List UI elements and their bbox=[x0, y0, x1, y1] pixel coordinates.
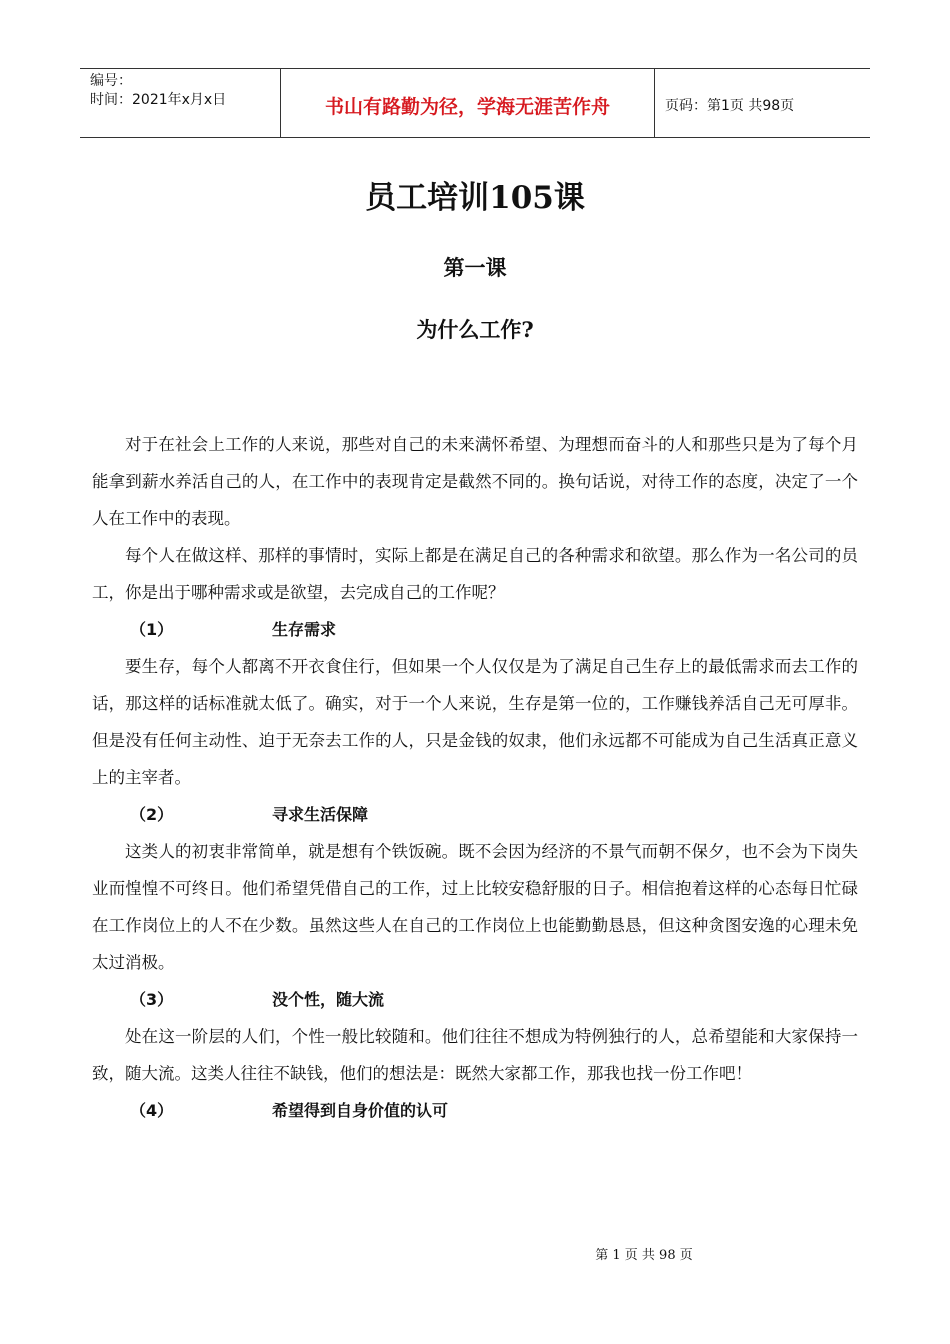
section-heading bbox=[92, 1092, 858, 1129]
section-paragraph: 这类人的初衷非常简单，就是想有个铁饭碗。既不会因为经济的不景气而朝不保夕，也不会为下岗失业而惶惶不可终日。他们希望凭借自己的工作，过上比较安稳舒服的日子。相信抱着这样的心态每日忙碌在工作岗位上的人不在少数。虽然这些人在自己的工作岗位上也能勤勤恳恳，但这种贪图安逸的心理未免太过消极。 bbox=[92, 842, 858, 972]
section-number: （3） bbox=[130, 990, 174, 1009]
section-heading bbox=[92, 796, 858, 833]
section-paragraph: 要生存，每个人都离不开衣食住行，但如果一个人仅仅是为了满足自己生存上的最低需求而去工作的话，那这样的话标准就太低了。确实，对于一个人来说，生存是第一位的，工作赚钱养活自己无可厚非。但是没有任何主动性、迫于无奈去工作的人，只是金钱的奴隶，他们永远都不可能成为自己生活真正意义上的主宰者。 bbox=[92, 657, 858, 787]
intro-paragraph-1: 对于在社会上工作的人来说，那些对自己的未来满怀希望、为理想而奋斗的人和那些只是为了每个月能拿到薪水养活自己的人，在工作中的表现肯定是截然不同的。换句话说，对待工作的态度，决定了一个人在工作中的表现。 bbox=[92, 435, 858, 528]
page-footer bbox=[0, 1244, 950, 1263]
date-label: 时间：2021年x月x日 bbox=[90, 92, 227, 108]
section-heading bbox=[92, 981, 858, 1018]
header-motto-cell bbox=[281, 69, 655, 137]
section-heading bbox=[92, 611, 858, 648]
section-number: （1） bbox=[130, 620, 174, 639]
header-page-cell bbox=[655, 69, 870, 137]
lesson-title: 第一课 bbox=[443, 255, 507, 280]
header-table bbox=[80, 68, 870, 138]
section-paragraph: 处在这一阶层的人们，个性一般比较随和。他们往往不想成为特例独行的人，总希望能和大家保持一致，随大流。这类人往往不缺钱，他们的想法是：既然大家都工作，那我也找一份工作吧！ bbox=[92, 1027, 858, 1083]
section-number: （2） bbox=[130, 805, 174, 824]
section-title: 希望得到自身价值的认可 bbox=[272, 1101, 449, 1120]
header-meta-cell bbox=[80, 69, 281, 137]
intro-paragraph-2: 每个人在做这样、那样的事情时，实际上都是在满足自己的各种需求和欲望。那么作为一名公司的员工，你是出于哪种需求或是欲望，去完成自己的工作呢？ bbox=[92, 546, 858, 602]
section-title: 没个性，随大流 bbox=[272, 990, 385, 1009]
footer-page-number: 第 1 页 共 98 页 bbox=[595, 1248, 693, 1263]
motto-text: 书山有路勤为径，学海无涯苦作舟 bbox=[324, 95, 610, 118]
document-body bbox=[92, 426, 858, 1129]
page-info: 页码：第1页 共98页 bbox=[665, 98, 795, 114]
section-title: 生存需求 bbox=[272, 620, 337, 639]
lesson-subtitle: 为什么工作? bbox=[416, 317, 534, 342]
document-title: 员工培训105课 bbox=[365, 180, 585, 216]
section-number: （4） bbox=[130, 1101, 174, 1120]
serial-label: 编号： bbox=[90, 73, 132, 89]
section-title: 寻求生活保障 bbox=[272, 805, 369, 824]
